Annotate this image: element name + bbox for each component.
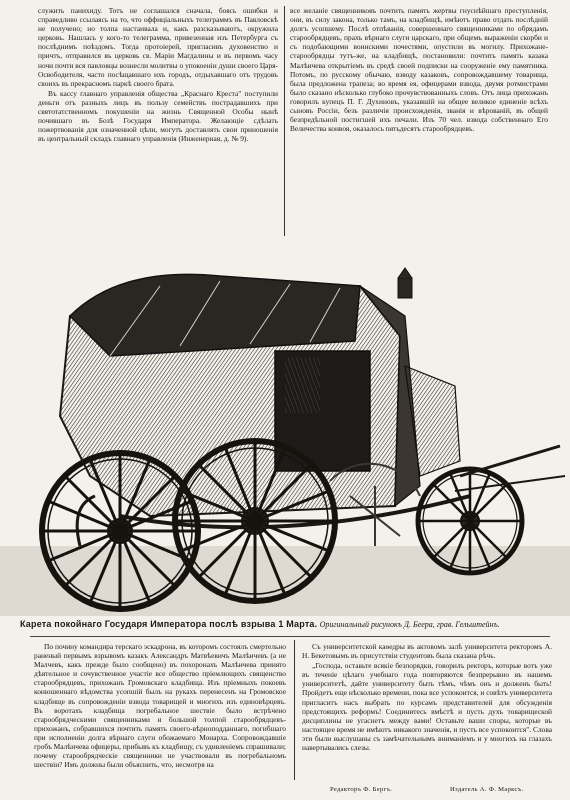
paragraph: Въ кассу главнаго управленія общества „Краснаго Креста" поступили деньги отъ разныхъ лицъ въ пользу семействъ пострадавшихъ при святотатственномъ покушеніи на жизнь Священной Особы нынѣ почившаго въ Бозѣ Государя Императора. Желающіе сдѣлать пожертвованія для означенной цѣли, могутъ доставлять свои приношенія въ центральный складъ главнаго управленія (Инженерная, д. № 9).: [38, 88, 278, 144]
caption-rule: [30, 636, 550, 637]
article-column-top-right: [290, 6, 548, 246]
editor-credit: Редакторъ Ф. Бергъ.: [330, 786, 393, 793]
column-divider: [284, 6, 285, 236]
carriage-engraving: [0, 246, 570, 616]
caption-title: Карета покойнаго Государя Императора послѣ взрыва 1 Марта.: [20, 619, 318, 629]
paragraph-heading: Съ университетской каѳедры въ актовомъ залѣ университета ректоромъ А. Н. Бекетовымъ въ присутствіи студентовъ была сказана рѣчь.: [302, 642, 552, 661]
paragraph: все желаніе священниковъ почтить память жертвы гнуснѣйшаго преступленія, они, въ силу закона, только тамъ, на кладбищѣ, имѣютъ право отдать послѣдній долгъ усопшему. Послѣ отпѣванія, совершеннаго священниками по обрядамъ старообрядцевъ, прахъ вѣрнаго слуги царскаго, при общемъ выраженіи скорби и съ подобающими воинскими почестями, опустили въ могилу. Прихожане-старообрядцы тутъ-же, на кладбищѣ, постановили: почтить память казака Малѣичева открытіемъ въ средѣ своей подписки на сооруженіе ему памятника. Потомъ, по русскому обычаю, взводу казаковъ, сопровождавшему товарища, была предложена трапеза; во время ея, офицерами взвода, двумя ротмистрами было сказано нѣсколько глубоко прочувствованныхъ словъ. Отъ лица прихожанъ говорилъ купецъ П. Г. Духиновъ, указавшій на общее великое единеніе всѣхъ сыновъ Россіи, безъ различія происхожденія, званія и вѣрованій, въ общей безпредѣльной постигшей ихъ печали. Изъ 70 чел. взвода собственнаго Его Величества конвоя, оказалось пятьдесятъ старообрядцевъ.: [290, 6, 548, 134]
article-column-bottom-left: [34, 642, 286, 782]
article-column-bottom-right: [302, 642, 552, 782]
column-divider: [294, 640, 295, 780]
paragraph: служить панихиду. Тотъ не соглашался сначала, боясь ошибки и справедливо ссылаясь на то, что оффиціальныхъ телеграммъ въ Павловскѣ не получено; но толпа настаивала и, какъ разсказываютъ, окружила церковь. Нашлась у кого-то телеграмма, привезенная изъ Петербурга съ послѣднимъ поѣздомъ. Тогда протоіерей, пригласивъ духовенство и причтъ, отправился въ церковь св. Маріи Магдалины и въ первомъ часу ночи почти вся павловцы вознесли молитвы о упокоеніи души своего Царя-Освободителя, часто посѣщавшаго ихъ городъ, отдыхавшаго отъ трудовъ своихъ въ прекрасномъ паркѣ своего брата.: [38, 6, 278, 88]
engraving-caption: [20, 618, 556, 632]
article-column-top-left: [38, 6, 278, 246]
paragraph: По почину командира терскаго эскадрона, въ которомъ состоялъ смертельно раненый первымъ взрывомъ казакъ Александръ Матвѣевичъ Малѣичевъ (а не Малчевъ, какъ прежде было сообщено) въ похоронахъ Малѣичева принято дѣятельное и сочувственное участіе все общество пріемлющихъ священство старообрядцевъ, прихожанъ Громовскаго кладбища. Изъ пріемныхъ покоевъ конюшеннаго вѣдомства усопшій былъ на рукахъ перенесенъ на Громовское кладбище въ сопровожденіи взвода товарищей и многихъ изъ единовѣрцевъ. Въ воротахъ кладбища погребальное шествіе было встрѣчено старообрядческими священниками и большой толпой старообрядцевъ-прихожанъ, собравшихся почтить память своего-вѣрноподданнаго, погибшаго при исполненіи долга вѣрнаго слуги обожаемаго Монарха. Сопровождавшіе гробъ Малѣичева офицеры, прибывъ къ кладбищу, съ удивленіемъ спрашивали; почему старообрядческіе священники не участвовали въ погребальномъ шествіи? Имъ должны были объяснить, что, несмотря на: [34, 642, 286, 770]
caption-credit: Оригинальный рисунокъ Д. Бeeра, грав. Гельштейнъ.: [319, 620, 500, 629]
paragraph: „Господа, оставьте всякіе безпорядки, говорилъ ректоръ, которые вотъ уже въ теченіе цѣлаго учебнаго года повторяются безпрерывно въ нашемъ университетѣ, дайте университету быть тѣмъ, чѣмъ онъ и долженъ быть! Пройдетъ еще нѣсколько времени, пока все успокоится, и совѣтъ университета пригласитъ насъ выбрать по курсамъ представителей для обсужденія предстоящихъ реформъ! Соединитесь вмѣстѣ и пусть духъ товарищеской дисциплины не угаснетъ между вами! Оставьте ваши споры, которые въ настоящее время не имѣютъ никакого значенія, и пусть все успокоится". Слова эти были выслушаны съ замѣчательнымъ вниманіемъ и у многихъ на глазахъ навертывались слезы.: [302, 661, 552, 753]
publisher-credit: Издатель А. Ф. Марксъ.: [450, 786, 524, 793]
